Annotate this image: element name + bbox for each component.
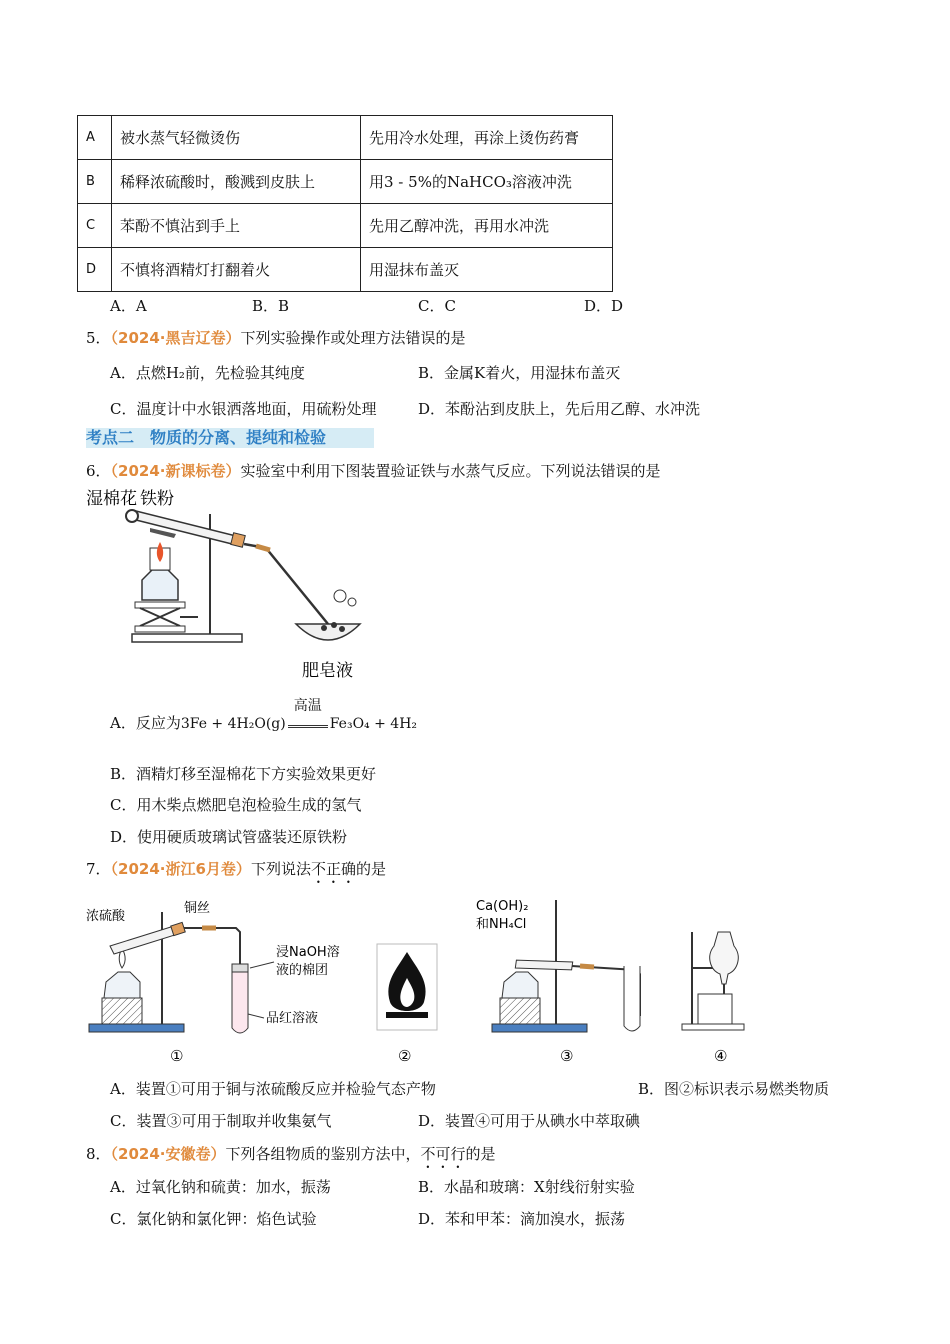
table-row: [78, 160, 613, 204]
label-naoh-2: 液的棉团: [276, 963, 329, 978]
label-magenta-solution: 品红溶液: [266, 1011, 319, 1026]
section-title: 考点二 物质的分离、提纯和检验: [86, 428, 374, 448]
row-letter: D: [78, 248, 112, 292]
q4-option-c[interactable]: C．C: [418, 297, 456, 315]
q5-stem-text: 下列实验操作或处理方法错误的是: [240, 329, 466, 347]
q6-option-a[interactable]: [110, 698, 418, 733]
delivery-tube: [244, 544, 328, 624]
rubber-stopper: [171, 922, 186, 935]
evaporating-dish: [296, 624, 360, 640]
q5-option-a[interactable]: A．点燃H₂前，先检验其纯度: [110, 364, 305, 382]
q5-source: （2024·黑吉辽卷）: [110, 329, 241, 347]
q7-option-d[interactable]: D．装置④可用于从碘水中萃取碘: [418, 1112, 641, 1130]
table-row: [78, 248, 613, 292]
lab-jack-top: [135, 602, 185, 608]
test-tube-red: [232, 970, 248, 1033]
hard-glass-tube: [128, 510, 236, 544]
row-situation: 被水蒸气轻微烫伤: [112, 116, 361, 160]
q7-option-c[interactable]: C．装置③可用于制取并收集氨气: [110, 1112, 332, 1130]
options-table: [77, 115, 613, 292]
q8-option-a[interactable]: A．过氧化钠和硫黄：加水，振荡: [110, 1178, 331, 1196]
equation-arrow: [288, 698, 328, 728]
row-treatment: 先用乙醇冲洗，再用水冲洗: [361, 204, 613, 248]
lab-jack-bottom: [135, 626, 185, 632]
q4-option-b[interactable]: B．B: [252, 297, 290, 315]
q8-stem: [86, 1143, 496, 1172]
q8-option-d[interactable]: D．苯和甲苯：滴加溴水，振荡: [418, 1210, 626, 1228]
label-soap-solution: 肥皂液: [302, 661, 353, 681]
q8-stem-emphasis: 不可行: [420, 1145, 466, 1163]
rubber-tube: [580, 966, 594, 967]
q7-stem: [86, 858, 386, 887]
cotton-plug: [232, 964, 248, 972]
row-letter: B: [78, 160, 112, 204]
row-situation: 稀释浓硫酸时，酸溅到皮肤上: [112, 160, 361, 204]
row-situation: 不慎将酒精灯打翻着火: [112, 248, 361, 292]
q8-number: 8．: [86, 1145, 111, 1163]
q5-option-c[interactable]: C．温度计中水银洒落地面，用硫粉处理: [110, 400, 377, 418]
separatory-funnel: [710, 932, 739, 984]
label-conc-sulfuric-acid: 浓硫酸: [86, 909, 126, 924]
soap-bubble: [348, 598, 356, 606]
row-treatment: 用湿抹布盖灭: [361, 248, 613, 292]
wooden-block: [500, 998, 540, 1024]
lab-jack-scissor: [140, 608, 180, 626]
q8-stem-after: 的是: [465, 1145, 496, 1163]
figure-number-3: ③: [560, 1047, 574, 1065]
iron-steam-apparatus-figure: [80, 484, 380, 684]
q7-number: 7．: [86, 860, 111, 878]
label-naoh-1: 浸NaOH溶: [276, 945, 340, 960]
table-row: [78, 204, 613, 248]
q7-option-b[interactable]: B．图②标识表示易燃类物质: [638, 1080, 830, 1098]
row-treatment: 先用冷水处理，再涂上烫伤药膏: [361, 116, 613, 160]
q8-option-b[interactable]: B．水晶和玻璃：X射线衍射实验: [418, 1178, 635, 1196]
q7-option-a[interactable]: A．装置①可用于铜与浓硫酸反应并检验气态产物: [110, 1080, 436, 1098]
q7-stem-after: 的是: [355, 860, 386, 878]
label-iron-powder: 铁粉: [140, 489, 174, 509]
q5-option-b[interactable]: B．金属K着火，用湿抹布盖灭: [418, 364, 621, 382]
beaker: [698, 994, 732, 1024]
q7-stem-before: 下列说法: [250, 860, 311, 878]
q6-stem-text: 实验室中利用下图装置验证铁与水蒸气反应。下列说法错误的是: [240, 462, 661, 480]
table-row: [78, 116, 613, 160]
figure-number-1: ①: [170, 1047, 184, 1065]
q5-option-d[interactable]: D．苯酚沾到皮肤上，先后用乙醇、水冲洗: [418, 400, 701, 418]
wet-cotton: [126, 510, 138, 522]
q6-option-d[interactable]: D．使用硬质玻璃试管盛装还原铁粉: [110, 828, 348, 846]
alcohol-lamp: [104, 972, 140, 998]
base-plate: [132, 634, 242, 642]
apparatus-figures-row: [84, 886, 764, 1066]
q8-option-c[interactable]: C．氯化钠和氯化钾：焰色试验: [110, 1210, 317, 1228]
row-letter: C: [78, 204, 112, 248]
figure-number-4: ④: [714, 1047, 728, 1065]
equation-left: 3Fe + 4H₂O(g): [180, 716, 286, 732]
base-plate: [89, 1024, 184, 1032]
q6-number: 6．: [86, 462, 111, 480]
q5-stem: [86, 327, 466, 348]
figure-number-2: ②: [398, 1047, 412, 1065]
q5-number: 5．: [86, 329, 111, 347]
q6-source: （2024·新课标卷）: [110, 462, 241, 480]
alcohol-lamp: [142, 570, 178, 600]
row-treatment: 用3 - 5%的NaHCO₃溶液冲洗: [361, 160, 613, 204]
base-plate: [492, 1024, 587, 1032]
base-plate: [682, 1024, 744, 1030]
q8-stem-before: 下列各组物质的鉴别方法中，: [225, 1145, 421, 1163]
q6-option-b[interactable]: B．酒精灯移至湿棉花下方实验效果更好: [110, 765, 377, 783]
q4-option-a[interactable]: A．A: [110, 297, 147, 315]
row-letter: A: [78, 116, 112, 160]
q6-option-c[interactable]: C．用木柴点燃肥皂泡检验生成的氢气: [110, 796, 362, 814]
label-wet-cotton: 湿棉花: [86, 489, 137, 509]
test-tube: [110, 926, 178, 954]
soap-bubble: [334, 590, 346, 602]
q8-source: （2024·安徽卷）: [110, 1145, 226, 1163]
label-nh4cl: 和NH₄Cl: [476, 917, 527, 932]
label-copper-wire: 铜丝: [184, 901, 211, 916]
equation-right: Fe₃O₄ + 4H₂: [329, 716, 418, 732]
alcohol-lamp: [502, 972, 538, 998]
collecting-tube: [624, 966, 640, 1031]
q4-option-d[interactable]: D．D: [584, 297, 624, 315]
label-caoh2: Ca(OH)₂: [476, 899, 529, 914]
q7-stem-emphasis: 不正确: [310, 860, 356, 878]
q6-option-a-prefix: A．反应为: [110, 714, 181, 732]
rubber-tube: [256, 546, 270, 550]
rubber-stopper: [231, 533, 246, 548]
wooden-block: [102, 998, 142, 1024]
q7-source: （2024·浙江6月卷）: [110, 860, 251, 878]
equation-condition: 高温: [293, 698, 322, 714]
q6-stem: [86, 460, 661, 481]
row-situation: 苯酚不慎沾到手上: [112, 204, 361, 248]
